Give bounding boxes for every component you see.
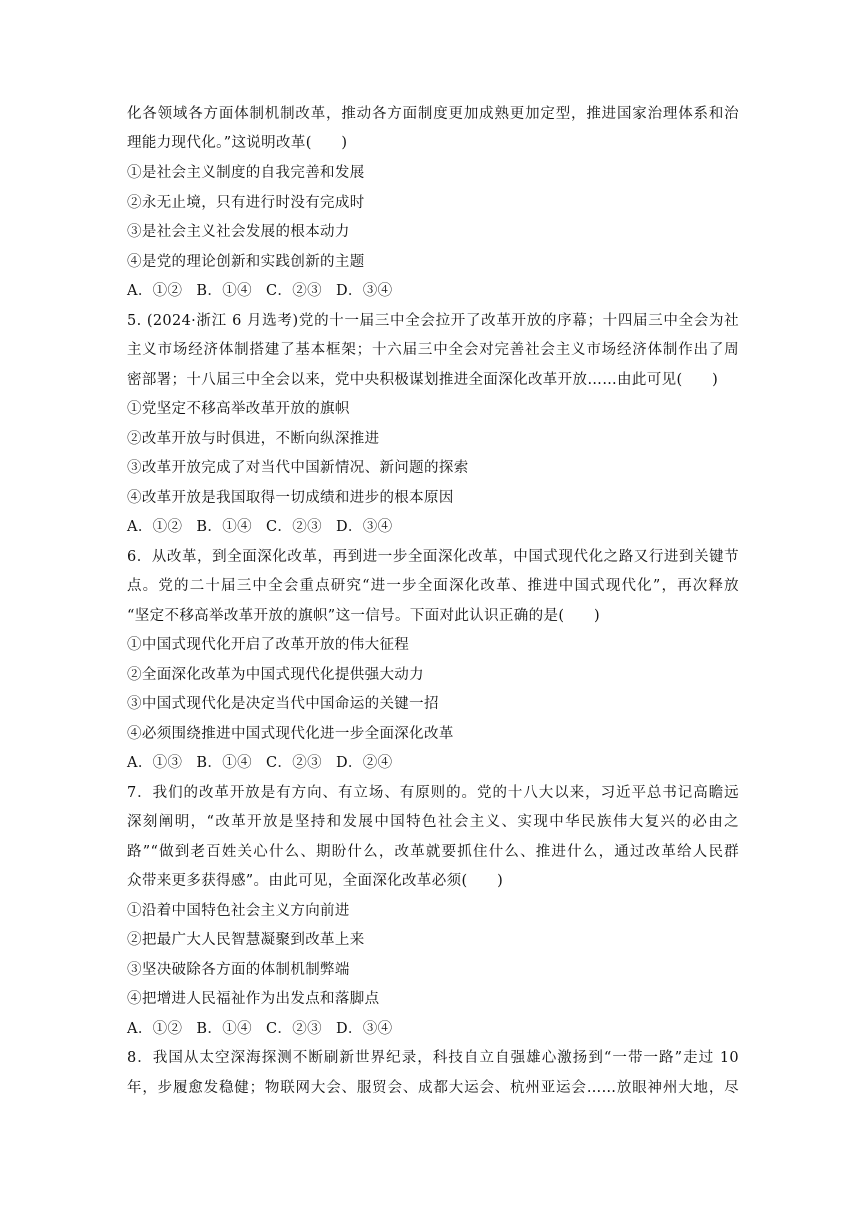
option-c: C．②③ [265, 1021, 322, 1037]
option-c: C．②③ [265, 519, 322, 535]
q5-stem-line-3: 密部署；十八届三中全会以来，党中央积极谋划推进全面深化改革开放……由此可见( ) [127, 372, 719, 388]
option-d: D．③④ [335, 283, 393, 299]
option-b: B．①④ [196, 519, 252, 535]
q6-item-2: ②全面深化改革为中国式现代化提供强大动力 [127, 667, 424, 683]
option-d: D．③④ [335, 519, 393, 535]
q7-item-2: ②把最广大人民智慧凝聚到改革上来 [127, 932, 365, 948]
intro-item-1: ①是社会主义制度的自我完善和发展 [127, 165, 365, 181]
option-c: C．②③ [265, 283, 322, 299]
intro-line-2: 理能力现代化。”这说明改革( ) [127, 135, 348, 151]
intro-item-2: ②永无止境，只有进行时没有完成时 [127, 195, 365, 211]
option-b: B．①④ [196, 283, 252, 299]
q8-stem-line-1: 8．我国从太空深海探测不断刷新世界纪录，科技自立自强雄心激扬到“一带一路”走过 10 [127, 1050, 739, 1066]
q7-item-3: ③坚决破除各方面的体制机制弊端 [127, 962, 350, 978]
q7-stem-line-2: 深刻阐明，“改革开放是坚持和发展中国特色社会主义、实现中华民族伟大复兴的必由之 [127, 814, 739, 830]
q5-item-4: ④改革开放是我国取得一切成绩和进步的根本原因 [127, 490, 454, 506]
option-b: B．①④ [196, 1021, 252, 1037]
q5-item-1: ①党坚定不移高举改革开放的旗帜 [127, 401, 350, 417]
q7-item-1: ①沿着中国特色社会主义方向前进 [127, 903, 350, 919]
q7-stem-line-3: 路”“做到老百姓关心什么、期盼什么，改革就要抓住什么、推进什么，通过改革给人民群 [127, 844, 739, 860]
q5-stem-line-1: 5. (2024·浙江 6 月选考)党的十一届三中全会拉开了改革开放的序幕；十四届三中全会为社 [127, 313, 739, 329]
q8-stem-line-2: 年，步履愈发稳健；物联网大会、服贸会、成都大运会、杭州亚运会……放眼神州大地，尽 [127, 1080, 739, 1096]
q6-item-1: ①中国式现代化开启了改革开放的伟大征程 [127, 637, 410, 653]
option-d: D．③④ [335, 1021, 393, 1037]
q5-item-2: ②改革开放与时俱进，不断向纵深推进 [127, 431, 380, 447]
q7-stem-line-1: 7．我们的改革开放是有方向、有立场、有原则的。党的十八大以来，习近平总书记高瞻远 [127, 785, 739, 801]
q6-stem-line-2: 点。党的二十届三中全会重点研究“进一步全面深化改革、推进中国式现代化”，再次释放 [127, 578, 739, 594]
q6-stem-line-1: 6．从改革，到全面深化改革，再到进一步全面深化改革，中国式现代化之路又行进到关键节 [127, 549, 739, 565]
option-a: A．①② [127, 283, 183, 299]
option-b: B．①④ [196, 755, 252, 771]
q6-options [127, 753, 739, 773]
q7-item-4: ④把增进人民福祉作为出发点和落脚点 [127, 991, 380, 1007]
q6-stem-line-3: “坚定不移高举改革开放的旗帜”这一信号。下面对此认识正确的是( ) [127, 608, 601, 624]
intro-line-1: 化各领域各方面体制机制改革，推动各方面制度更加成熟更加定型，推进国家治理体系和治 [127, 106, 739, 122]
intro-item-3: ③是社会主义社会发展的根本动力 [127, 224, 350, 240]
option-a: A．①② [127, 1021, 183, 1037]
q6-item-3: ③中国式现代化是决定当代中国命运的关键一招 [127, 696, 439, 712]
option-d: D．②④ [335, 755, 393, 771]
intro-options [127, 281, 739, 301]
q5-options [127, 517, 739, 537]
q5-stem-line-2: 主义市场经济体制搭建了基本框架；十六届三中全会对完善社会主义市场经济体制作出了周 [127, 342, 739, 358]
q7-stem-line-4: 众带来更多获得感”。由此可见，全面深化改革必须( ) [127, 873, 504, 889]
q5-item-3: ③改革开放完成了对当代中国新情况、新问题的探索 [127, 460, 469, 476]
q7-options [127, 1019, 739, 1039]
option-a: A．①③ [127, 755, 183, 771]
q6-item-4: ④必须围绕推进中国式现代化进一步全面深化改革 [127, 726, 454, 742]
option-c: C．②③ [265, 755, 322, 771]
intro-item-4: ④是党的理论创新和实践创新的主题 [127, 254, 365, 270]
option-a: A．①② [127, 519, 183, 535]
